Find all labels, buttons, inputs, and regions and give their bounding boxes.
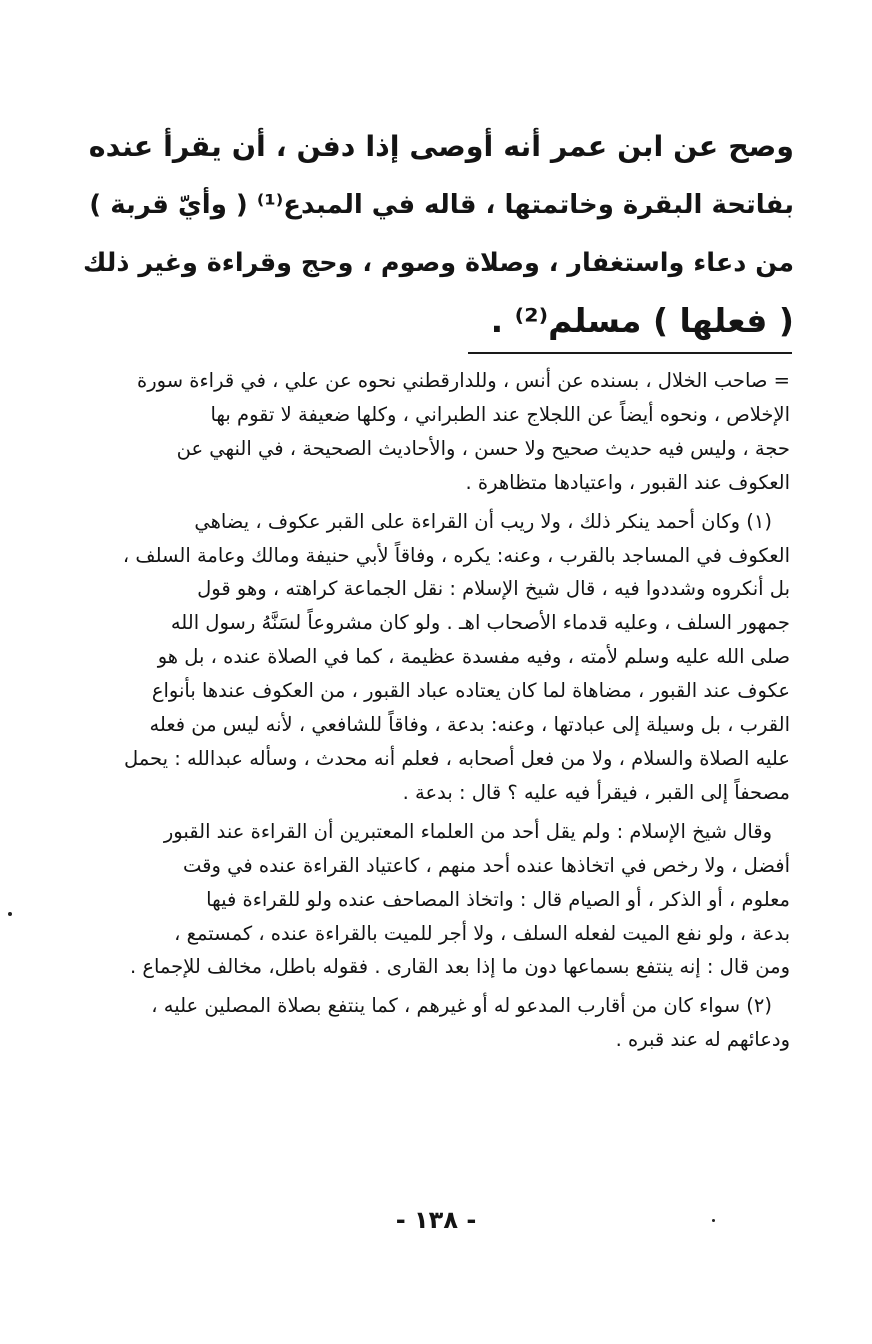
footnote-line: = صاحب الخلال ، بسنده عن أنس ، وللدارقطني نحوه عن علي ، في قراءة سورة	[137, 369, 790, 392]
footnote-line: القرب ، بل وسيلة إلى عبادتها ، وعنه: بدعة ، وفاقاً للشافعي ، لأنه ليس من فعله	[149, 713, 790, 737]
margin-dot	[8, 912, 12, 916]
footnote-1	[78, 505, 790, 810]
footnote-line: (١) وكان أحمد ينكر ذلك ، ولا ريب أن القراءة على القبر عكوف ، يضاهي	[194, 509, 772, 533]
footnote-continuation	[78, 364, 790, 500]
margin-dot	[712, 1219, 715, 1222]
footnote-line: أفضل ، ولا رخص في اتخاذها عنده أحد منهم ، كاعتياد القراءة عنده في وقت	[183, 853, 790, 877]
footnote-line: بدعة ، ولو نفع الميت لفعله السلف ، ولا أجر للميت بالقراءة عنده ، كمستمع ،	[174, 921, 790, 945]
footnote-divider	[468, 352, 792, 354]
main-text	[78, 118, 794, 350]
footnote-line: بل أنكروه وشددوا فيه ، قال شيخ الإسلام : نقل الجماعة كراهته ، وهو قول	[197, 577, 790, 601]
page-number: - ١٣٨ -	[395, 1206, 477, 1234]
footnote-line: الإخلاص ، ونحوه أيضاً عن اللجلاج عند الطبراني ، وكلها ضعيفة لا تقوم بها	[210, 402, 790, 426]
footnote-line: صلى الله عليه وسلم لأمته ، وفيه مفسدة عظيمة ، كما في الصلاة عنده ، بل هو	[157, 645, 790, 669]
main-line: وصح عن ابن عمر أنه أوصى إذا دفن ، أن يقرأ عنده	[88, 130, 794, 163]
footnotes	[78, 364, 790, 1062]
footnote-line: وقال شيخ الإسلام : ولم يقل أحد من العلماء المعتبرين أن القراءة عند القبور	[163, 819, 772, 843]
footnote-2	[78, 989, 790, 1057]
footnote-line: معلوم ، أو الذكر ، أو الصيام قال : واتخاذ المصاحف عنده ولو للقراءة فيها	[206, 887, 790, 911]
main-line: من دعاء واستغفار ، وصلاة وصوم ، وحج وقراءة وغير ذلك	[83, 248, 794, 278]
footnote-line: ودعائهم له عند قبره .	[615, 1028, 790, 1052]
footnote-line: مصحفاً إلى القبر ، فيقرأ فيه عليه ؟ قال : بدعة .	[402, 780, 790, 804]
footnote-line: العكوف في المساجد بالقرب ، وعنه: يكره ، وفاقاً لأبي حنيفة ومالك وعامة السلف ،	[122, 543, 790, 567]
footnote-line: جمهور السلف ، وعليه قدماء الأصحاب اهـ . ولو كان مشروعاً لسَنَّهُ رسول الله	[170, 611, 790, 635]
main-line: ( فعلها ) مسلم⁽²⁾ .	[490, 301, 794, 340]
footnote-line: ومن قال : إنه ينتفع بسماعها دون ما إذا بعد القارى . فقوله باطل، مخالف للإجماع .	[129, 955, 790, 979]
footnote-line: عليه الصلاة والسلام ، ولا من فعل أصحابه ، فعلم أنه محدث ، وسأله عبدالله : يحمل	[123, 746, 790, 770]
footnote-line: حجة ، وليس فيه حديث صحيح ولا حسن ، والأحاديث الصحيحة ، في النهي عن	[176, 436, 790, 460]
footnote-line: (٢) سواء كان من أقارب المدعو له أو غيرهم ، كما ينتفع بصلاة المصلين عليه ،	[151, 994, 772, 1018]
main-line: بفاتحة البقرة وخاتمتها ، قاله في المبدع⁽¹⁾ ( وأيّ قربة )	[89, 190, 794, 220]
footnote-line: العكوف عند القبور ، واعتيادها متظاهرة .	[465, 470, 790, 494]
footnote-line: عكوف عند القبور ، مضاهاة لما كان يعتاده عباد القبور ، من العكوف عندها بأنواع	[151, 679, 790, 703]
footnote-1-continued	[78, 815, 790, 985]
